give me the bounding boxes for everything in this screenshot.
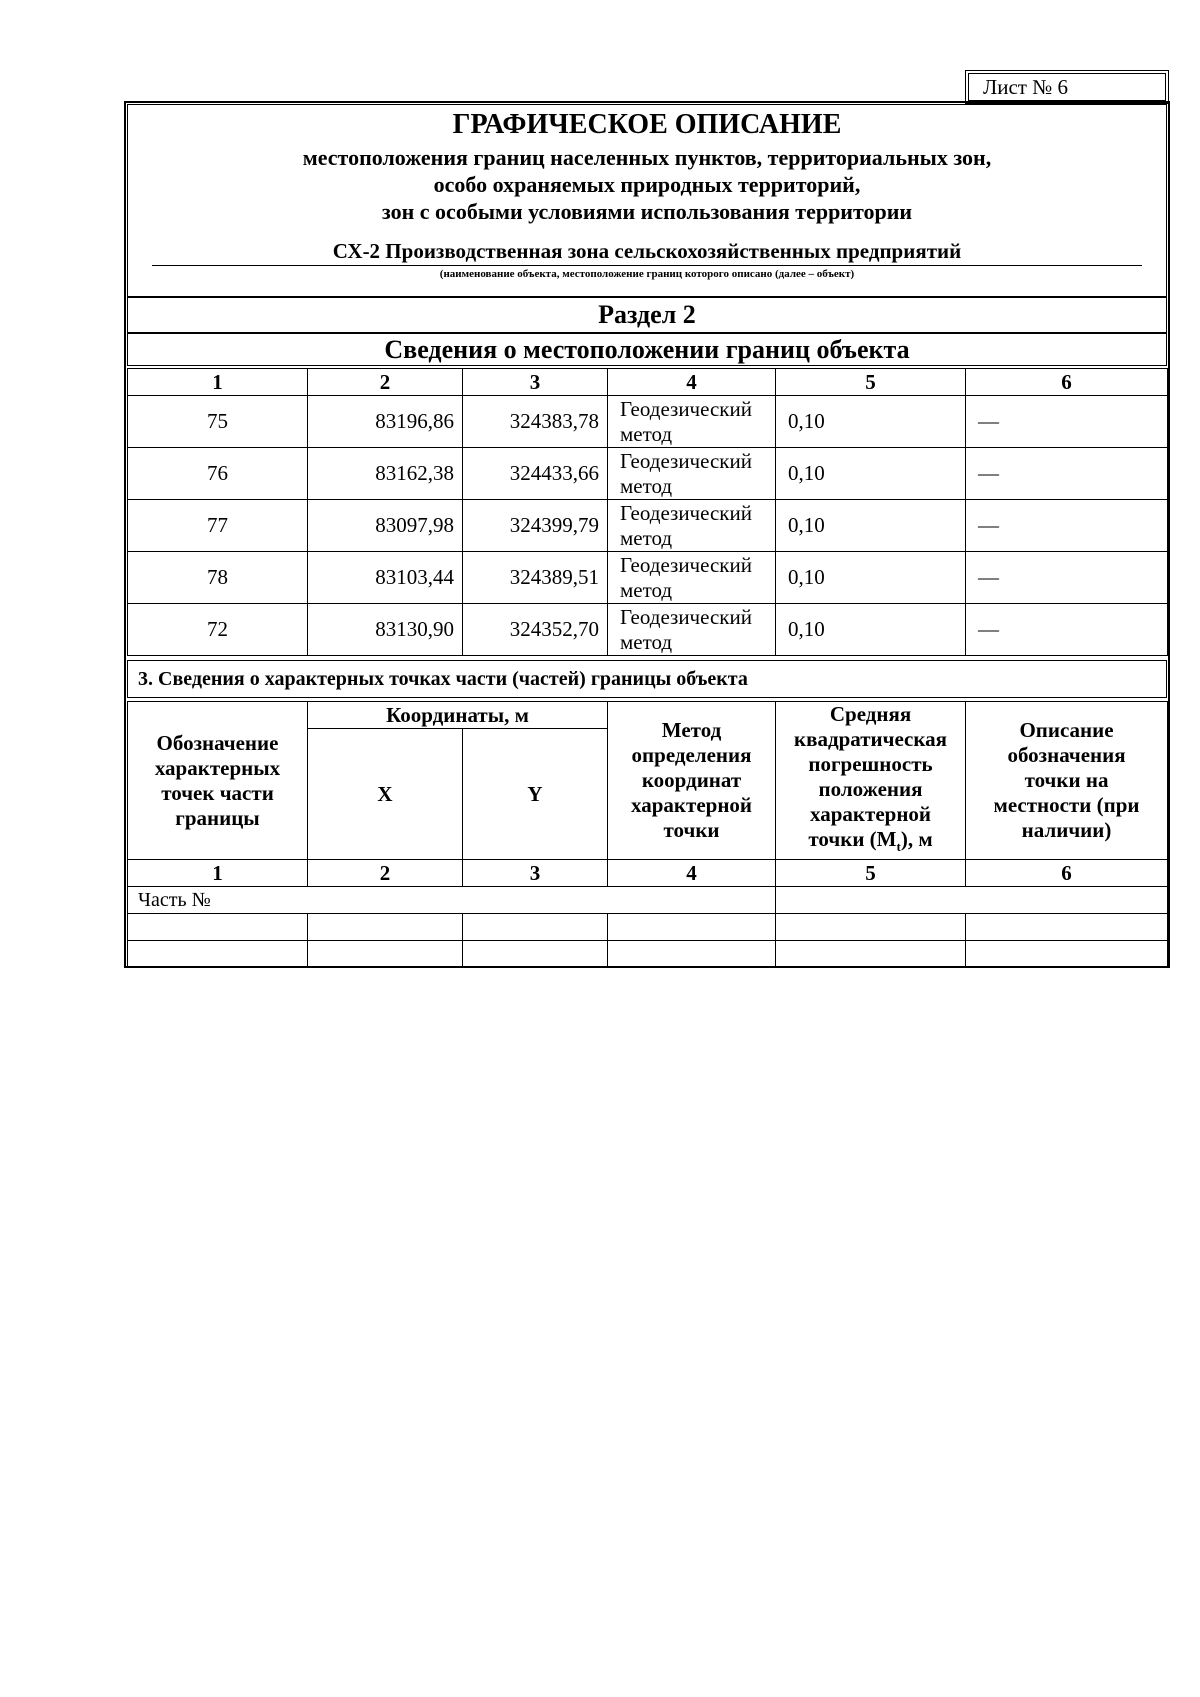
description: — [966, 552, 1168, 604]
coord-x: 83130,90 [308, 604, 463, 656]
column-number: 6 [966, 860, 1168, 887]
accuracy: 0,10 [776, 396, 966, 448]
description: — [966, 448, 1168, 500]
accuracy-subscript: t [896, 839, 901, 855]
part-row [128, 887, 1168, 914]
point-id: 77 [128, 500, 308, 552]
method: Геодезический метод [608, 604, 776, 656]
accuracy: 0,10 [776, 552, 966, 604]
empty-cell [308, 914, 463, 941]
sheet-number: Лист № 6 [968, 73, 1166, 101]
coord-y: 324352,70 [463, 604, 608, 656]
point-id: 75 [128, 396, 308, 448]
empty-cell [776, 914, 966, 941]
coord-x: 83103,44 [308, 552, 463, 604]
point-id: 72 [128, 604, 308, 656]
column-number: 4 [608, 860, 776, 887]
point-id: 76 [128, 448, 308, 500]
column-number: 6 [966, 369, 1168, 396]
table-row [128, 396, 1168, 448]
coord-y: 324399,79 [463, 500, 608, 552]
subtitle-line: местоположения границ населенных пунктов, территориальных зон, [302, 145, 992, 170]
subtitle-line: особо охраняемых природных территорий, [433, 172, 861, 197]
empty-cell [463, 914, 608, 941]
accuracy: 0,10 [776, 604, 966, 656]
table-row [128, 552, 1168, 604]
part-points-table [127, 701, 1168, 968]
boundary-points-table [127, 368, 1168, 656]
section-subtitle: Сведения о местоположении границ объекта [127, 333, 1167, 366]
column-number: 5 [776, 369, 966, 396]
table-row [128, 914, 1168, 941]
document-header [127, 104, 1167, 297]
column-number: 2 [308, 860, 463, 887]
table-row [128, 500, 1168, 552]
column-number: 3 [463, 369, 608, 396]
object-hint: (наименование объекта, местоположение границ которого описано (далее – объект) [439, 268, 855, 280]
header-description: Описание обозначения точки на местности (при наличии) [966, 702, 1168, 860]
method: Геодезический метод [608, 500, 776, 552]
header-designation: Обозначение характерных точек части границы [128, 702, 308, 860]
description: — [966, 500, 1168, 552]
table-row [128, 448, 1168, 500]
header-method: Метод определения координат характерной точки [608, 702, 776, 860]
column-number: 1 [128, 860, 308, 887]
object-underline [152, 265, 1142, 266]
coord-y: 324383,78 [463, 396, 608, 448]
empty-cell [966, 941, 1168, 968]
column-number: 4 [608, 369, 776, 396]
column-number: 1 [128, 369, 308, 396]
description: — [966, 396, 1168, 448]
method: Геодезический метод [608, 396, 776, 448]
coord-y: 324389,51 [463, 552, 608, 604]
object-name: СХ-2 Производственная зона сельскохозяйственных предприятий [332, 239, 962, 263]
empty-cell [463, 941, 608, 968]
header-y: Y [463, 729, 608, 860]
part-label: Часть № [128, 887, 776, 914]
point-id: 78 [128, 552, 308, 604]
section3-title: 3. Сведения о характерных точках части (частей) границы объекта [127, 660, 1167, 698]
column-number-row [128, 369, 1168, 396]
part-empty [776, 887, 1168, 914]
document-subtitle [128, 144, 1166, 225]
column-number: 3 [463, 860, 608, 887]
accuracy: 0,10 [776, 500, 966, 552]
header-accuracy [776, 702, 966, 860]
accuracy-suffix: ), м [900, 827, 933, 851]
method: Геодезический метод [608, 448, 776, 500]
empty-cell [608, 914, 776, 941]
empty-cell [308, 941, 463, 968]
empty-cell [966, 914, 1168, 941]
header-x: X [308, 729, 463, 860]
empty-cell [128, 941, 308, 968]
table-row [128, 941, 1168, 968]
table-row [128, 604, 1168, 656]
description: — [966, 604, 1168, 656]
header-coordinates: Координаты, м [308, 702, 608, 729]
coord-x: 83196,86 [308, 396, 463, 448]
coord-x: 83097,98 [308, 500, 463, 552]
section-title: Раздел 2 [127, 297, 1167, 333]
document-title: ГРАФИЧЕСКОЕ ОПИСАНИЕ [452, 109, 842, 140]
method: Геодезический метод [608, 552, 776, 604]
empty-cell [128, 914, 308, 941]
coord-x: 83162,38 [308, 448, 463, 500]
column-number: 5 [776, 860, 966, 887]
coord-y: 324433,66 [463, 448, 608, 500]
empty-cell [776, 941, 966, 968]
accuracy-prefix: Средняя квадратическая погрешность положения характерной точки (M [794, 702, 948, 851]
column-number: 2 [308, 369, 463, 396]
header-row [128, 702, 1168, 729]
empty-cell [608, 941, 776, 968]
column-number-row [128, 860, 1168, 887]
accuracy: 0,10 [776, 448, 966, 500]
subtitle-line: зон с особыми условиями использования территории [381, 199, 913, 224]
